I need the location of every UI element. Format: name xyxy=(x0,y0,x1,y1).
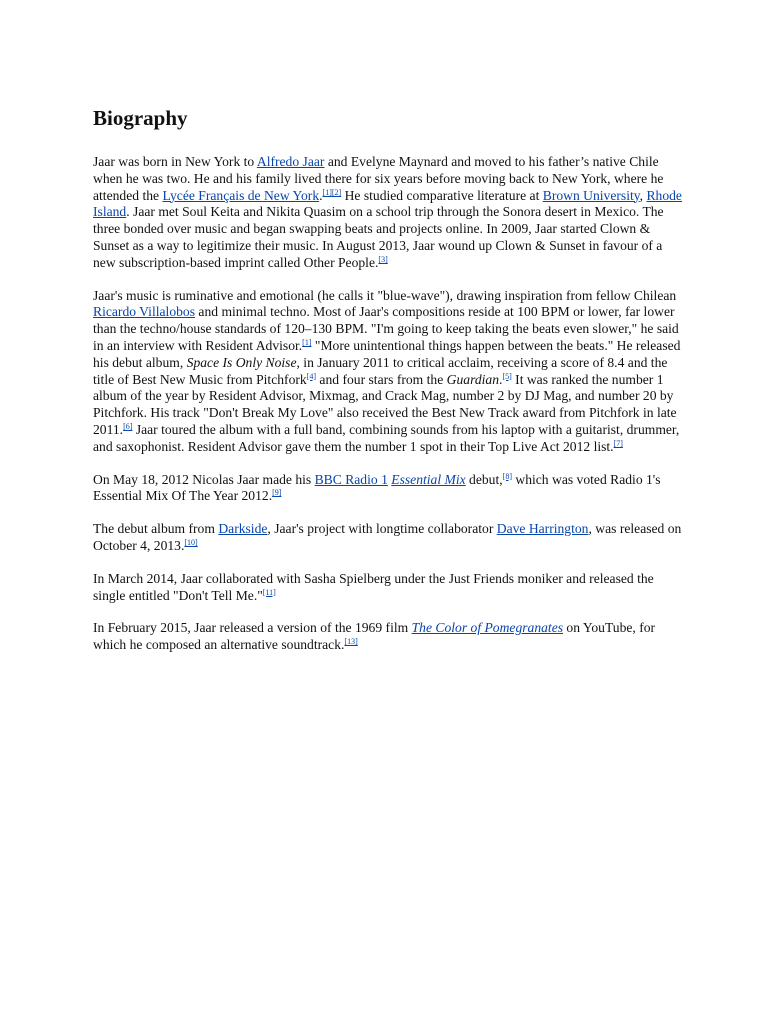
link-darkside[interactable]: Darkside xyxy=(218,521,268,537)
paragraph-essential-mix xyxy=(93,472,683,506)
text: . xyxy=(499,371,503,387)
text: "More unintentional things happen between the beats." He released his debut album, xyxy=(93,337,681,370)
text: on YouTube, for which he composed an alternative soundtrack. xyxy=(93,620,656,653)
link-lycee-francais[interactable]: Lycée Français de New York xyxy=(162,187,320,203)
citation-1[interactable]: [1] xyxy=(302,337,312,347)
link-color-of-pomegranates[interactable] xyxy=(412,620,563,635)
section-heading: Biography xyxy=(93,106,188,130)
film-title: The Color of Pomegranates xyxy=(411,620,564,636)
text: Jaar's music is ruminative and emotional (he calls it "blue-wave"), drawing inspiration from fellow Chilean xyxy=(93,287,677,303)
paragraph-darkside xyxy=(93,521,683,555)
text: and four stars from the xyxy=(316,371,447,387)
text: In February 2015, Jaar released a version of the 1969 film xyxy=(93,620,412,636)
citation-1[interactable]: [1] xyxy=(322,187,332,197)
link-ricardo-villalobos[interactable]: Ricardo Villalobos xyxy=(93,304,196,320)
citation-10[interactable]: [10] xyxy=(184,537,198,547)
text: In March 2014, Jaar collaborated with Sasha Spielberg under the Just Friends moniker and released the single entitled "Don't Tell Me." xyxy=(93,570,654,603)
paragraph-early-life xyxy=(93,154,683,272)
text: Jaar toured the album with a full band, combining sounds from his laptop with a guitarist, drummer, and saxophonist. Resident Advisor gave them the number 1 spot in their Top Live Act 2012 list. xyxy=(93,421,680,454)
text: , Jaar's project with longtime collaborator xyxy=(267,521,497,537)
link-essential-mix[interactable] xyxy=(391,472,465,487)
text: . xyxy=(319,187,323,203)
link-bbc-radio-1[interactable]: BBC Radio 1 xyxy=(314,471,388,487)
text: It was ranked the number 1 album of the year by Resident Advisor, Mixmag, and Crack Mag, number 2 by DJ Mag, and number 20 by Pitchfork. His track "Don't Break My Love" also received the Best New Track award from Pitchfork in late 2011. xyxy=(93,371,677,437)
album-title: Space Is Only Noise xyxy=(186,354,297,370)
text: and minimal techno. Most of Jaar's compositions reside at 100 BPM or lower, far lower than the techno/house standards of 120–130 BPM. "I'm going to keep taking the beats even slower," he said in an interview with Resident Advisor. xyxy=(93,304,679,353)
essential-mix-label: Essential Mix xyxy=(391,471,466,487)
text: , in January 2011 to critical acclaim, receiving a score of 8.4 and the title of Best New Music from Pitchfork xyxy=(93,354,668,387)
text: The debut album from xyxy=(93,521,219,537)
text: , xyxy=(639,187,647,203)
text: He studied comparative literature at xyxy=(341,187,543,203)
text: . Jaar met Soul Keita and Nikita Quasim on a school trip through the Sonora desert in Mexico. The three bonded over music and began swapping beats and projects online. In 2009, Jaar started Clown & Sunset as a way to legitimize their music. In August 2013, Jaar wound up Clown & Sunset in favour of a new subscription-based imprint called Other People. xyxy=(93,204,664,270)
citation-9[interactable]: [9] xyxy=(272,488,282,498)
text: On May 18, 2012 Nicolas Jaar made his xyxy=(93,471,315,487)
citation-6[interactable]: [6] xyxy=(123,421,133,431)
link-alfredo-jaar[interactable]: Alfredo Jaar xyxy=(256,154,325,169)
citation-2[interactable]: [2] xyxy=(331,187,342,197)
citation-7[interactable]: [7] xyxy=(613,438,623,448)
text: which was voted Radio 1's Essential Mix Of The Year 2012. xyxy=(93,471,661,504)
text: Jaar was born in New York to xyxy=(93,154,257,169)
citation-4[interactable]: [4] xyxy=(306,371,317,381)
text: debut, xyxy=(465,471,503,487)
paragraph-just-friends xyxy=(93,571,683,605)
article-body xyxy=(93,104,683,670)
paragraph-music-style xyxy=(93,288,683,456)
publication-title: Guardian xyxy=(446,371,500,387)
link-rhode-island[interactable]: Rhode Island xyxy=(93,187,682,220)
text: , was released on October 4, 2013. xyxy=(93,521,682,553)
link-brown-university[interactable]: Brown University xyxy=(542,187,640,203)
link-dave-harrington[interactable]: Dave Harrington xyxy=(496,521,589,537)
text: and Evelyne Maynard and moved to his father’s native Chile when he was two. He and his family lived there for six years before moving back to New York, where he attended the xyxy=(93,154,664,203)
citation-3[interactable]: [3] xyxy=(378,254,388,264)
citation-8[interactable]: [8] xyxy=(502,471,512,481)
citation-13[interactable]: [13] xyxy=(344,637,358,647)
citation-11[interactable]: [11] xyxy=(262,587,276,597)
paragraph-pomegranates xyxy=(93,620,683,654)
citation-5[interactable]: [5] xyxy=(502,371,512,381)
